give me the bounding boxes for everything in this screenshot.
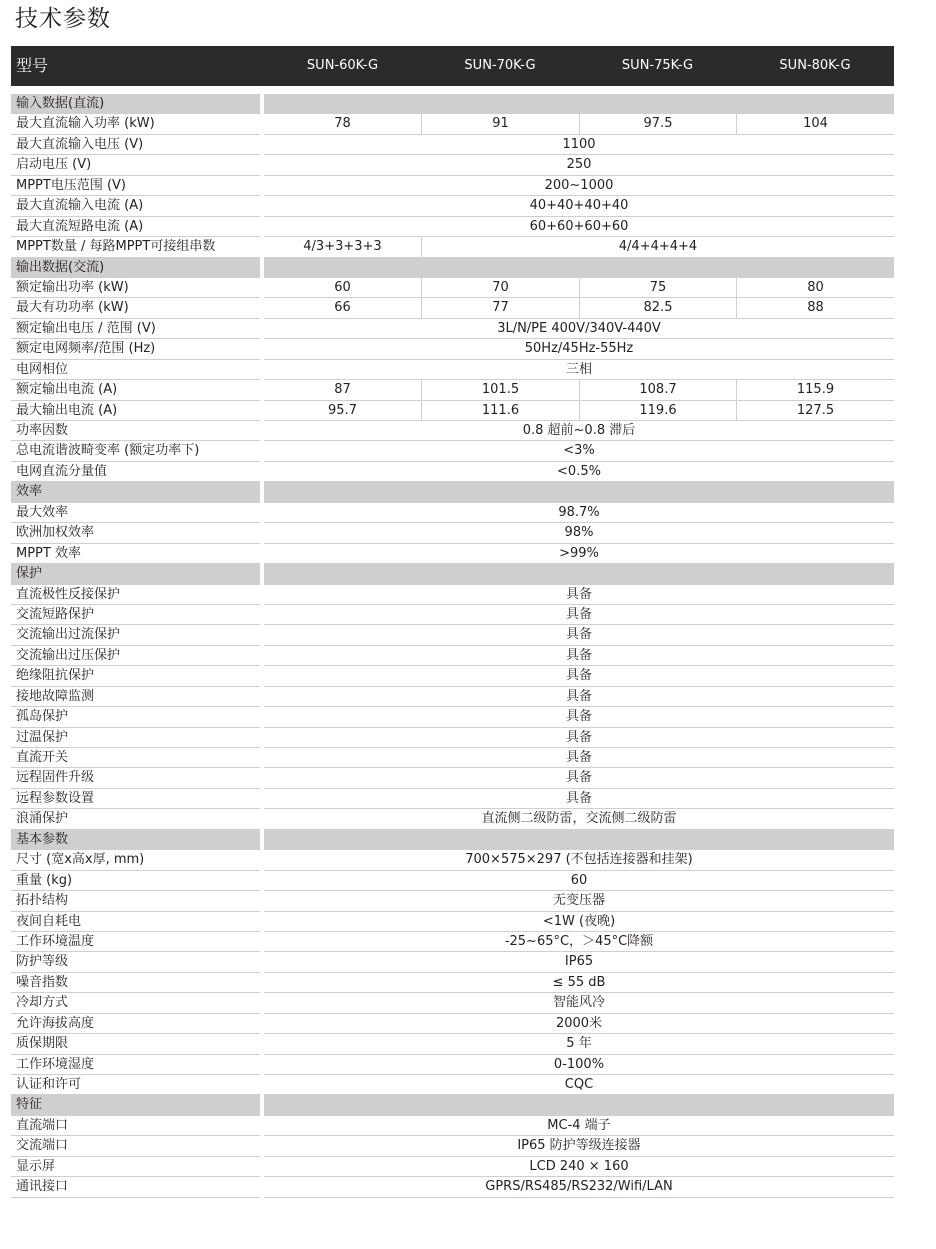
model-header-bar — [11, 46, 894, 86]
spec-value: 具备 — [565, 709, 592, 725]
spec-label: 额定输出电流 (A) — [11, 380, 260, 400]
spec-row — [11, 707, 894, 727]
spec-row — [11, 1075, 894, 1095]
spec-label: 远程参数设置 — [11, 789, 260, 809]
spec-label: 直流极性反接保护 — [11, 585, 260, 605]
page-title: 技术参数 — [15, 6, 111, 32]
spec-row — [11, 625, 894, 645]
spec-row — [11, 114, 894, 134]
spec-values — [264, 687, 894, 707]
spec-values — [264, 789, 894, 809]
spec-values — [264, 523, 894, 543]
spec-values — [264, 666, 894, 686]
spec-value: 0-100% — [553, 1056, 605, 1072]
spec-value: 5 年 — [566, 1036, 592, 1052]
spec-row — [11, 441, 894, 461]
spec-value: <1W (夜晚) — [542, 913, 616, 929]
spec-label: 交流输出过流保护 — [11, 625, 260, 645]
spec-value: 98.7% — [558, 504, 600, 520]
spec-label: 工作环境湿度 — [11, 1055, 260, 1075]
spec-value: 78 — [334, 116, 351, 132]
spec-values — [264, 1136, 894, 1156]
spec-label: 工作环境温度 — [11, 932, 260, 952]
spec-value: LCD 240 × 160 — [529, 1158, 629, 1174]
spec-label: 显示屏 — [11, 1157, 260, 1177]
spec-values — [264, 1034, 894, 1054]
spec-values — [264, 625, 894, 645]
spec-row — [11, 952, 894, 972]
spec-value: 三相 — [565, 361, 592, 377]
spec-value: >99% — [559, 545, 599, 561]
spec-row — [11, 1116, 894, 1136]
spec-value: IP65 防护等级连接器 — [517, 1138, 641, 1154]
spec-label: 电网直流分量值 — [11, 462, 260, 482]
spec-values — [264, 196, 894, 216]
spec-values — [264, 155, 894, 175]
section-title: 基本参数 — [11, 830, 260, 850]
spec-value: 40+40+40+40 — [529, 198, 629, 214]
section-header-row — [11, 94, 894, 114]
spec-values — [264, 952, 894, 972]
spec-value: 智能风冷 — [552, 995, 605, 1011]
spec-values — [264, 891, 894, 911]
spec-value: 111.6 — [421, 401, 579, 420]
spec-label: MPPT数量 / 每路MPPT可接组串数 — [11, 237, 260, 257]
spec-row — [11, 912, 894, 932]
spec-label: 防护等级 — [11, 952, 260, 972]
spec-label: 拓扑结构 — [11, 891, 260, 911]
spec-label: 直流端口 — [11, 1116, 260, 1136]
spec-value: 87 — [334, 382, 351, 398]
spec-label: 最大有功功率 (kW) — [11, 298, 260, 318]
spec-row — [11, 339, 894, 359]
spec-values — [264, 441, 894, 461]
spec-label: 最大效率 — [11, 503, 260, 523]
spec-row — [11, 1136, 894, 1156]
spec-value: 98% — [564, 525, 594, 541]
spec-value: 4/3+3+3+3 — [303, 239, 382, 255]
spec-table — [11, 94, 894, 1198]
spec-value: 75 — [579, 278, 736, 297]
spec-value: ≤ 55 dB — [552, 974, 606, 990]
spec-label: 额定输出电压 / 范围 (V) — [11, 319, 260, 339]
spec-row — [11, 1177, 894, 1197]
spec-value: 具备 — [565, 729, 592, 745]
spec-row — [11, 748, 894, 768]
spec-values — [264, 544, 894, 564]
spec-value: 82.5 — [579, 298, 736, 317]
spec-label: 功率因数 — [11, 421, 260, 441]
spec-row — [11, 809, 894, 829]
spec-label: 最大直流输入电流 (A) — [11, 196, 260, 216]
spec-row — [11, 298, 894, 318]
spec-value: IP65 — [564, 954, 594, 970]
spec-values — [264, 176, 894, 196]
spec-value: 1100 — [562, 136, 596, 152]
spec-value: 80 — [736, 278, 894, 297]
spec-values — [264, 462, 894, 482]
section-title: 保护 — [11, 564, 260, 584]
spec-row — [11, 503, 894, 523]
spec-label: 冷却方式 — [11, 993, 260, 1013]
spec-row — [11, 687, 894, 707]
spec-label: 通讯接口 — [11, 1177, 260, 1197]
spec-row — [11, 768, 894, 788]
spec-value: 50Hz/45Hz-55Hz — [524, 341, 634, 357]
spec-label: 噪音指数 — [11, 973, 260, 993]
spec-value: 具备 — [565, 627, 592, 643]
spec-label: 直流开关 — [11, 748, 260, 768]
spec-label: 尺寸 (宽x高x厚, mm) — [11, 850, 260, 870]
spec-values — [264, 380, 894, 400]
spec-value: 70 — [421, 278, 579, 297]
spec-values — [264, 135, 894, 155]
spec-label: 额定输出功率 (kW) — [11, 278, 260, 298]
spec-row — [11, 605, 894, 625]
spec-label: 孤岛保护 — [11, 707, 260, 727]
spec-value: 77 — [421, 298, 579, 317]
spec-value: 4/4+4+4+4 — [421, 237, 894, 256]
spec-row — [11, 646, 894, 666]
spec-values — [264, 503, 894, 523]
spec-label: 交流输出过压保护 — [11, 646, 260, 666]
spec-label: 接地故障监测 — [11, 687, 260, 707]
spec-values — [264, 94, 894, 114]
spec-value: 60+60+60+60 — [529, 218, 629, 234]
spec-values — [264, 585, 894, 605]
spec-value: <0.5% — [557, 463, 601, 479]
spec-values — [264, 707, 894, 727]
spec-row — [11, 993, 894, 1013]
section-header-row — [11, 830, 894, 850]
spec-values — [264, 237, 894, 257]
section-header-row — [11, 1095, 894, 1115]
spec-row — [11, 196, 894, 216]
spec-row — [11, 401, 894, 421]
section-title: 输出数据(交流) — [11, 258, 260, 278]
spec-label: 过温保护 — [11, 728, 260, 748]
spec-value: 119.6 — [579, 401, 736, 420]
spec-label: 交流端口 — [11, 1136, 260, 1156]
spec-value: 具备 — [565, 790, 592, 806]
model-header-label: 型号 — [16, 56, 49, 75]
section-header-row — [11, 564, 894, 584]
spec-values — [264, 728, 894, 748]
model-name: SUN-70K-G — [464, 58, 536, 73]
spec-row — [11, 380, 894, 400]
spec-row — [11, 850, 894, 870]
model-name: SUN-80K-G — [779, 58, 851, 73]
spec-value: 66 — [334, 300, 351, 316]
spec-label: 最大直流输入电压 (V) — [11, 135, 260, 155]
spec-row — [11, 585, 894, 605]
spec-values — [264, 871, 894, 891]
section-title: 特征 — [11, 1095, 260, 1115]
spec-values — [264, 605, 894, 625]
spec-label: 重量 (kg) — [11, 871, 260, 891]
spec-values — [264, 993, 894, 1013]
spec-label: 交流短路保护 — [11, 605, 260, 625]
spec-label: 欧洲加权效率 — [11, 523, 260, 543]
spec-values — [264, 768, 894, 788]
spec-label: 最大直流输入功率 (kW) — [11, 114, 260, 134]
spec-label: 浪涌保护 — [11, 809, 260, 829]
spec-values — [264, 564, 894, 584]
spec-values — [264, 339, 894, 359]
spec-value: CQC — [564, 1077, 594, 1092]
spec-row — [11, 278, 894, 298]
spec-value: 115.9 — [736, 380, 894, 399]
spec-row — [11, 360, 894, 380]
spec-values — [264, 748, 894, 768]
spec-value: 具备 — [565, 688, 592, 704]
section-title: 输入数据(直流) — [11, 94, 260, 114]
spec-row — [11, 1055, 894, 1075]
spec-value: 具备 — [565, 586, 592, 602]
spec-value: 2000米 — [555, 1015, 603, 1031]
spec-values — [264, 1075, 894, 1095]
spec-row — [11, 176, 894, 196]
spec-label: 远程固件升级 — [11, 768, 260, 788]
spec-values — [264, 482, 894, 502]
spec-row — [11, 932, 894, 952]
spec-label: MPPT电压范围 (V) — [11, 176, 260, 196]
spec-row — [11, 1034, 894, 1054]
spec-values — [264, 1157, 894, 1177]
spec-values — [264, 360, 894, 380]
spec-values — [264, 114, 894, 134]
spec-values — [264, 912, 894, 932]
spec-row — [11, 666, 894, 686]
spec-values — [264, 1055, 894, 1075]
spec-value: 88 — [736, 298, 894, 317]
spec-row — [11, 871, 894, 891]
spec-row — [11, 1157, 894, 1177]
spec-values — [264, 421, 894, 441]
spec-value: 104 — [736, 114, 894, 133]
spec-value: 95.7 — [328, 402, 357, 418]
spec-value: 直流侧二级防雷，交流侧二级防雷 — [481, 811, 677, 827]
spec-values — [264, 1116, 894, 1136]
spec-values — [264, 932, 894, 952]
spec-value: 具备 — [565, 606, 592, 622]
spec-row — [11, 523, 894, 543]
spec-row — [11, 728, 894, 748]
spec-row — [11, 789, 894, 809]
spec-value: 127.5 — [736, 401, 894, 420]
spec-value: 250 — [566, 157, 592, 173]
spec-row — [11, 1014, 894, 1034]
spec-row — [11, 319, 894, 339]
spec-value: 0.8 超前~0.8 滞后 — [522, 423, 636, 438]
spec-value: 60 — [334, 279, 351, 295]
spec-value: 具备 — [565, 668, 592, 684]
spec-value: 108.7 — [579, 380, 736, 399]
spec-row — [11, 462, 894, 482]
spec-value: 具备 — [565, 647, 592, 663]
spec-value: 具备 — [565, 750, 592, 765]
spec-label: 电网相位 — [11, 360, 260, 380]
spec-values — [264, 401, 894, 421]
spec-label: 绝缘阻抗保护 — [11, 666, 260, 686]
spec-value: GPRS/RS485/RS232/Wifi/LAN — [485, 1179, 673, 1195]
spec-label: 总电流谐波畸变率 (额定功率下) — [11, 441, 260, 461]
spec-row — [11, 973, 894, 993]
spec-value: 3L/N/PE 400V/340V-440V — [497, 320, 661, 336]
spec-value: 无变压器 — [552, 893, 605, 909]
spec-values — [264, 278, 894, 298]
spec-value: -25~65°C，＞45°C降额 — [504, 933, 654, 949]
spec-values — [264, 258, 894, 278]
spec-value: 91 — [421, 114, 579, 133]
section-header-row — [11, 258, 894, 278]
spec-label: 允许海拔高度 — [11, 1014, 260, 1034]
spec-value: MC-4 端子 — [547, 1117, 611, 1133]
spec-row — [11, 891, 894, 911]
spec-value: 具备 — [565, 770, 592, 786]
spec-values — [264, 1177, 894, 1197]
section-header-row — [11, 482, 894, 502]
model-name: SUN-60K-G — [306, 58, 379, 73]
spec-label: 启动电压 (V) — [11, 155, 260, 175]
spec-values — [264, 217, 894, 237]
spec-values — [264, 809, 894, 829]
spec-value: 101.5 — [421, 380, 579, 399]
spec-row — [11, 217, 894, 237]
spec-row — [11, 544, 894, 564]
spec-label: 认证和许可 — [11, 1075, 260, 1095]
spec-values — [264, 298, 894, 318]
spec-label: MPPT 效率 — [11, 544, 260, 564]
spec-value: 97.5 — [579, 114, 736, 133]
spec-value: 60 — [570, 872, 588, 888]
spec-label: 最大直流短路电流 (A) — [11, 217, 260, 237]
spec-values — [264, 830, 894, 850]
section-title: 效率 — [11, 482, 260, 502]
spec-values — [264, 850, 894, 870]
spec-values — [264, 1095, 894, 1115]
spec-row — [11, 155, 894, 175]
spec-label: 最大输出电流 (A) — [11, 401, 260, 421]
spec-label: 质保期限 — [11, 1034, 260, 1054]
spec-row — [11, 237, 894, 257]
spec-value: 200~1000 — [544, 177, 614, 193]
spec-row — [11, 135, 894, 155]
spec-values — [264, 319, 894, 339]
spec-label: 额定电网频率/范围 (Hz) — [11, 339, 260, 359]
spec-label: 夜间自耗电 — [11, 912, 260, 932]
spec-row — [11, 421, 894, 441]
spec-value: <3% — [563, 443, 595, 459]
spec-values — [264, 646, 894, 666]
spec-values — [264, 1014, 894, 1034]
model-name: SUN-75K-G — [621, 58, 694, 73]
spec-value: 700×575×297 (不包括连接器和挂架) — [465, 852, 693, 868]
spec-values — [264, 973, 894, 993]
